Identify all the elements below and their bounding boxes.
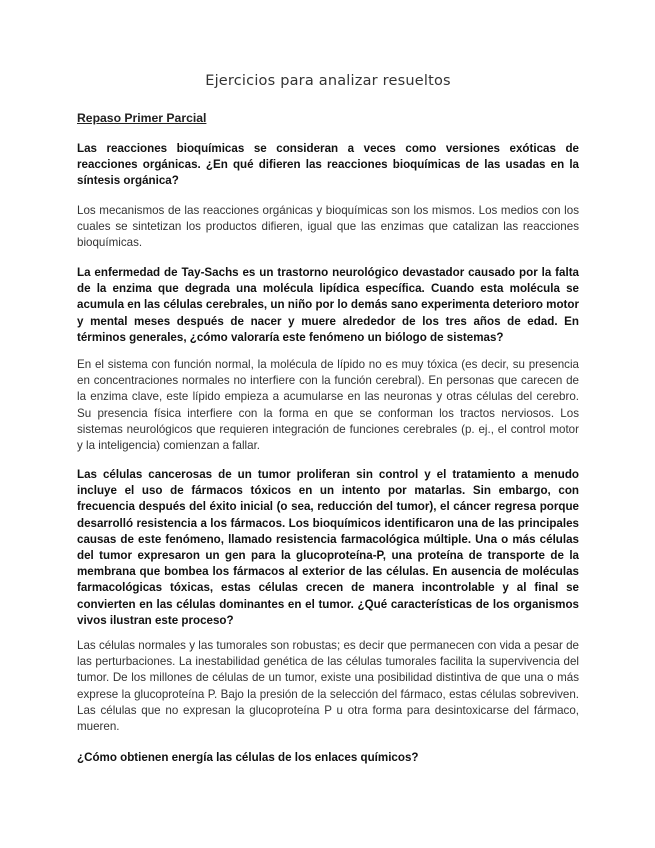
question-2: La enfermedad de Tay-Sachs es un trastorno neurológico devastador causado por la falta de la enzima que degrada una molécula lipídica específica. Cuando esta molécula se acumula en las células cerebrales, un niño por lo demás sano experimenta deterioro motor y mental meses después de nacer y muere alrededor de los tres años de edad. En términos generales, ¿cómo valoraría este fenómeno un biólogo de sistemas? bbox=[77, 266, 579, 344]
answer-1: Los mecanismos de las reacciones orgánicas y bioquímicas son los mismos. Los medios con los cuales se sintetizan los productos difieren, igual que las enzimas que catalizan las reacciones bioquímicas. bbox=[77, 204, 579, 250]
page-title: Ejercicios para analizar resueltos bbox=[205, 73, 451, 89]
section-heading: Repaso Primer Parcial bbox=[77, 111, 207, 125]
question-4: ¿Cómo obtienen energía las células de los enlaces químicos? bbox=[77, 751, 419, 764]
question-3: Las células cancerosas de un tumor proliferan sin control y el tratamiento a menudo incluye el uso de fármacos tóxicos en un intento por matarlas. Sin embargo, con frecuencia después del éxito inicial (o sea, reducción del tumor), el cáncer regresa porque desarrolló resistencia a los fármacos. Los bioquímicos identificaron una de las principales causas de este fenómeno, llamado resistencia farmacológica múltiple. Una o más células del tumor expresaron un gen para la glucoproteína-P, una proteína de transporte de la membrana que bombea los fármacos al exterior de las células. En ausencia de moléculas farmacológicas tóxicas, estas células crecen de manera incontrolable y al final se convierten en las células dominantes en el tumor. ¿Qué características de los organismos vivos ilustran este proceso? bbox=[77, 468, 579, 627]
answer-2: En el sistema con función normal, la molécula de lípido no es muy tóxica (es decir, su presencia en concentraciones normales no interfiere con la función cerebral). En personas que carecen de la enzima clave, este lípido empieza a acumularse en las neuronas y otras células del cerebro. Su presencia física interfiere con la forma en que se conforman los tractos nerviosos. Los sistemas neurológicos que requieren integración de funciones cerebrales (p. ej., el control motor y la inteligencia) comienzan a fallar. bbox=[77, 358, 579, 453]
question-1: Las reacciones bioquímicas se consideran a veces como versiones exóticas de reacciones orgánicas. ¿En qué difieren las reacciones bioquímicas de las usadas en la síntesis orgánica? bbox=[77, 142, 579, 188]
answer-3: Las células normales y las tumorales son robustas; es decir que permanecen con vida a pesar de las perturbaciones. La inestabilidad genética de las células tumorales facilita la supervivencia del tumor. De los millones de células de un tumor, existe una posibilidad distintiva de que una o más exprese la glucoproteína P. Bajo la presión de la selección del fármaco, estas células sobreviven. Las células que no expresan la glucoproteína P u otra forma para desintoxicarse del fármaco, mueren. bbox=[77, 639, 579, 734]
